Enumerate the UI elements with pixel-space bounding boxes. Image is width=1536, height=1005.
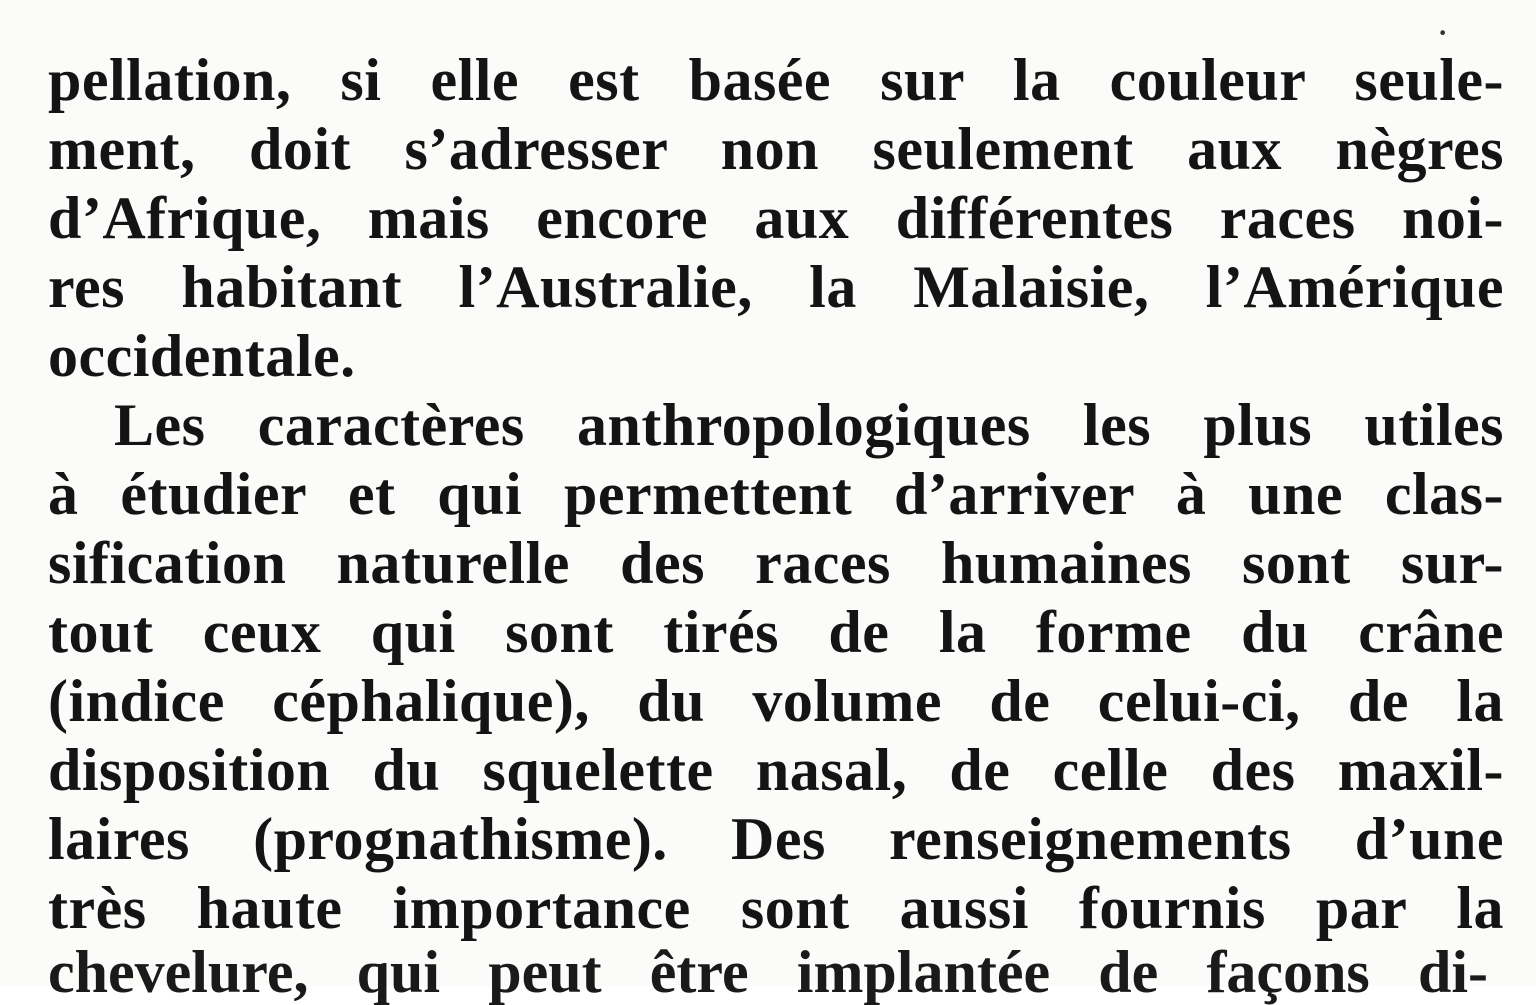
text-line: occidentale. [48, 323, 356, 389]
cut-off-bottom-text: chevelure, qui peut être implantée de façons di- [48, 939, 1488, 1005]
text-line: ment, doit s’adresser non seulement aux nègres [48, 116, 1504, 182]
text-line: res habitant l’Australie, la Malaisie, l’Amérique [48, 254, 1504, 320]
text-line: Les caractères anthropologiques les plus utiles [114, 392, 1504, 458]
paragraph-text [48, 46, 1504, 943]
text-line: disposition du squelette nasal, de celle des maxil- [48, 737, 1504, 803]
text-line: sification naturelle des races humaines sont sur- [48, 530, 1504, 596]
text-line: pellation, si elle est basée sur la couleur seule- [48, 47, 1504, 113]
text-line: laires (prognathisme). Des renseignements d’une [48, 806, 1504, 872]
text-line: tout ceux qui sont tirés de la forme du crâne [48, 599, 1504, 665]
cut-off-bottom-line [0, 930, 1536, 1005]
text-line: à étudier et qui permettent d’arriver à une clas- [48, 461, 1504, 527]
cut-off-glyph: · [1436, 10, 1450, 55]
text-line: très haute importance sont aussi fournis par la [48, 875, 1504, 941]
cut-off-top-line [0, 0, 1536, 55]
text-line: (indice céphalique), du volume de celui-ci, de la [48, 668, 1504, 734]
text-line: d’Afrique, mais encore aux différentes races noi- [48, 185, 1504, 251]
